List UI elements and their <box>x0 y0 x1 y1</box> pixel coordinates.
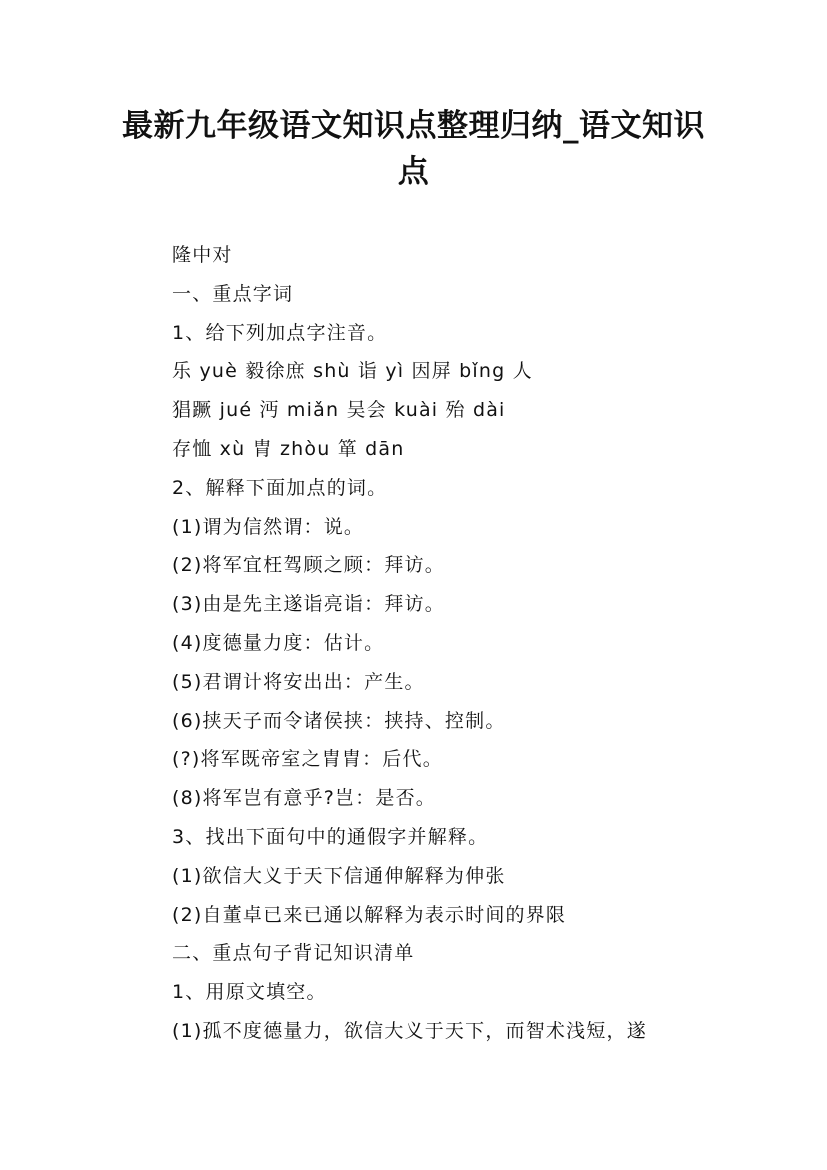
text-line: (1)欲信大义于天下信通伸解释为伸张 <box>172 864 506 887</box>
text-line: (4)度德量力度：估计。 <box>172 631 385 654</box>
text-line: (2)自董卓已来已通以解释为表示时间的界限 <box>172 903 567 926</box>
text-line: (8)将军岂有意乎?岂：是否。 <box>172 787 436 810</box>
text-line: 隆中对 <box>172 244 233 266</box>
text-line: (?)将军既帝室之胄胄：后代。 <box>172 748 443 771</box>
text-line: (1)孤不度德量力，欲信大义于天下，而智术浅短，遂 <box>172 1019 647 1042</box>
text-line: (1)谓为信然谓：说。 <box>172 515 365 538</box>
text-line: (3)由是先主遂诣亮诣：拜访。 <box>172 593 445 616</box>
text-line: (6)挟天子而令诸侯挟：挟持、控制。 <box>172 709 506 732</box>
text-line: 猖蹶 jué 沔 miǎn 吴会 kuài 殆 dài <box>172 399 506 422</box>
document-title: 最新九年级语文知识点整理归纳_语文知识点 <box>122 108 705 190</box>
text-line: 二、重点句子背记知识清单 <box>172 942 415 965</box>
text-line: (2)将军宜枉驾顾之顾：拜访。 <box>172 554 445 577</box>
text-line: 2、解释下面加点的词。 <box>172 476 388 499</box>
text-line: 存恤 xù 胄 zhòu 箪 dān <box>172 437 405 460</box>
text-line: 乐 yuè 毅徐庶 shù 诣 yì 因屏 bǐng 人 <box>172 360 533 383</box>
text-line: 1、给下列加点字注音。 <box>172 321 388 344</box>
text-line: 3、找出下面句中的通假字并解释。 <box>172 825 489 848</box>
text-line: (5)君谓计将安出出：产生。 <box>172 670 425 693</box>
document-body <box>172 236 732 1051</box>
text-line: 1、用原文填空。 <box>172 981 327 1004</box>
text-line: 一、重点字词 <box>172 282 294 305</box>
